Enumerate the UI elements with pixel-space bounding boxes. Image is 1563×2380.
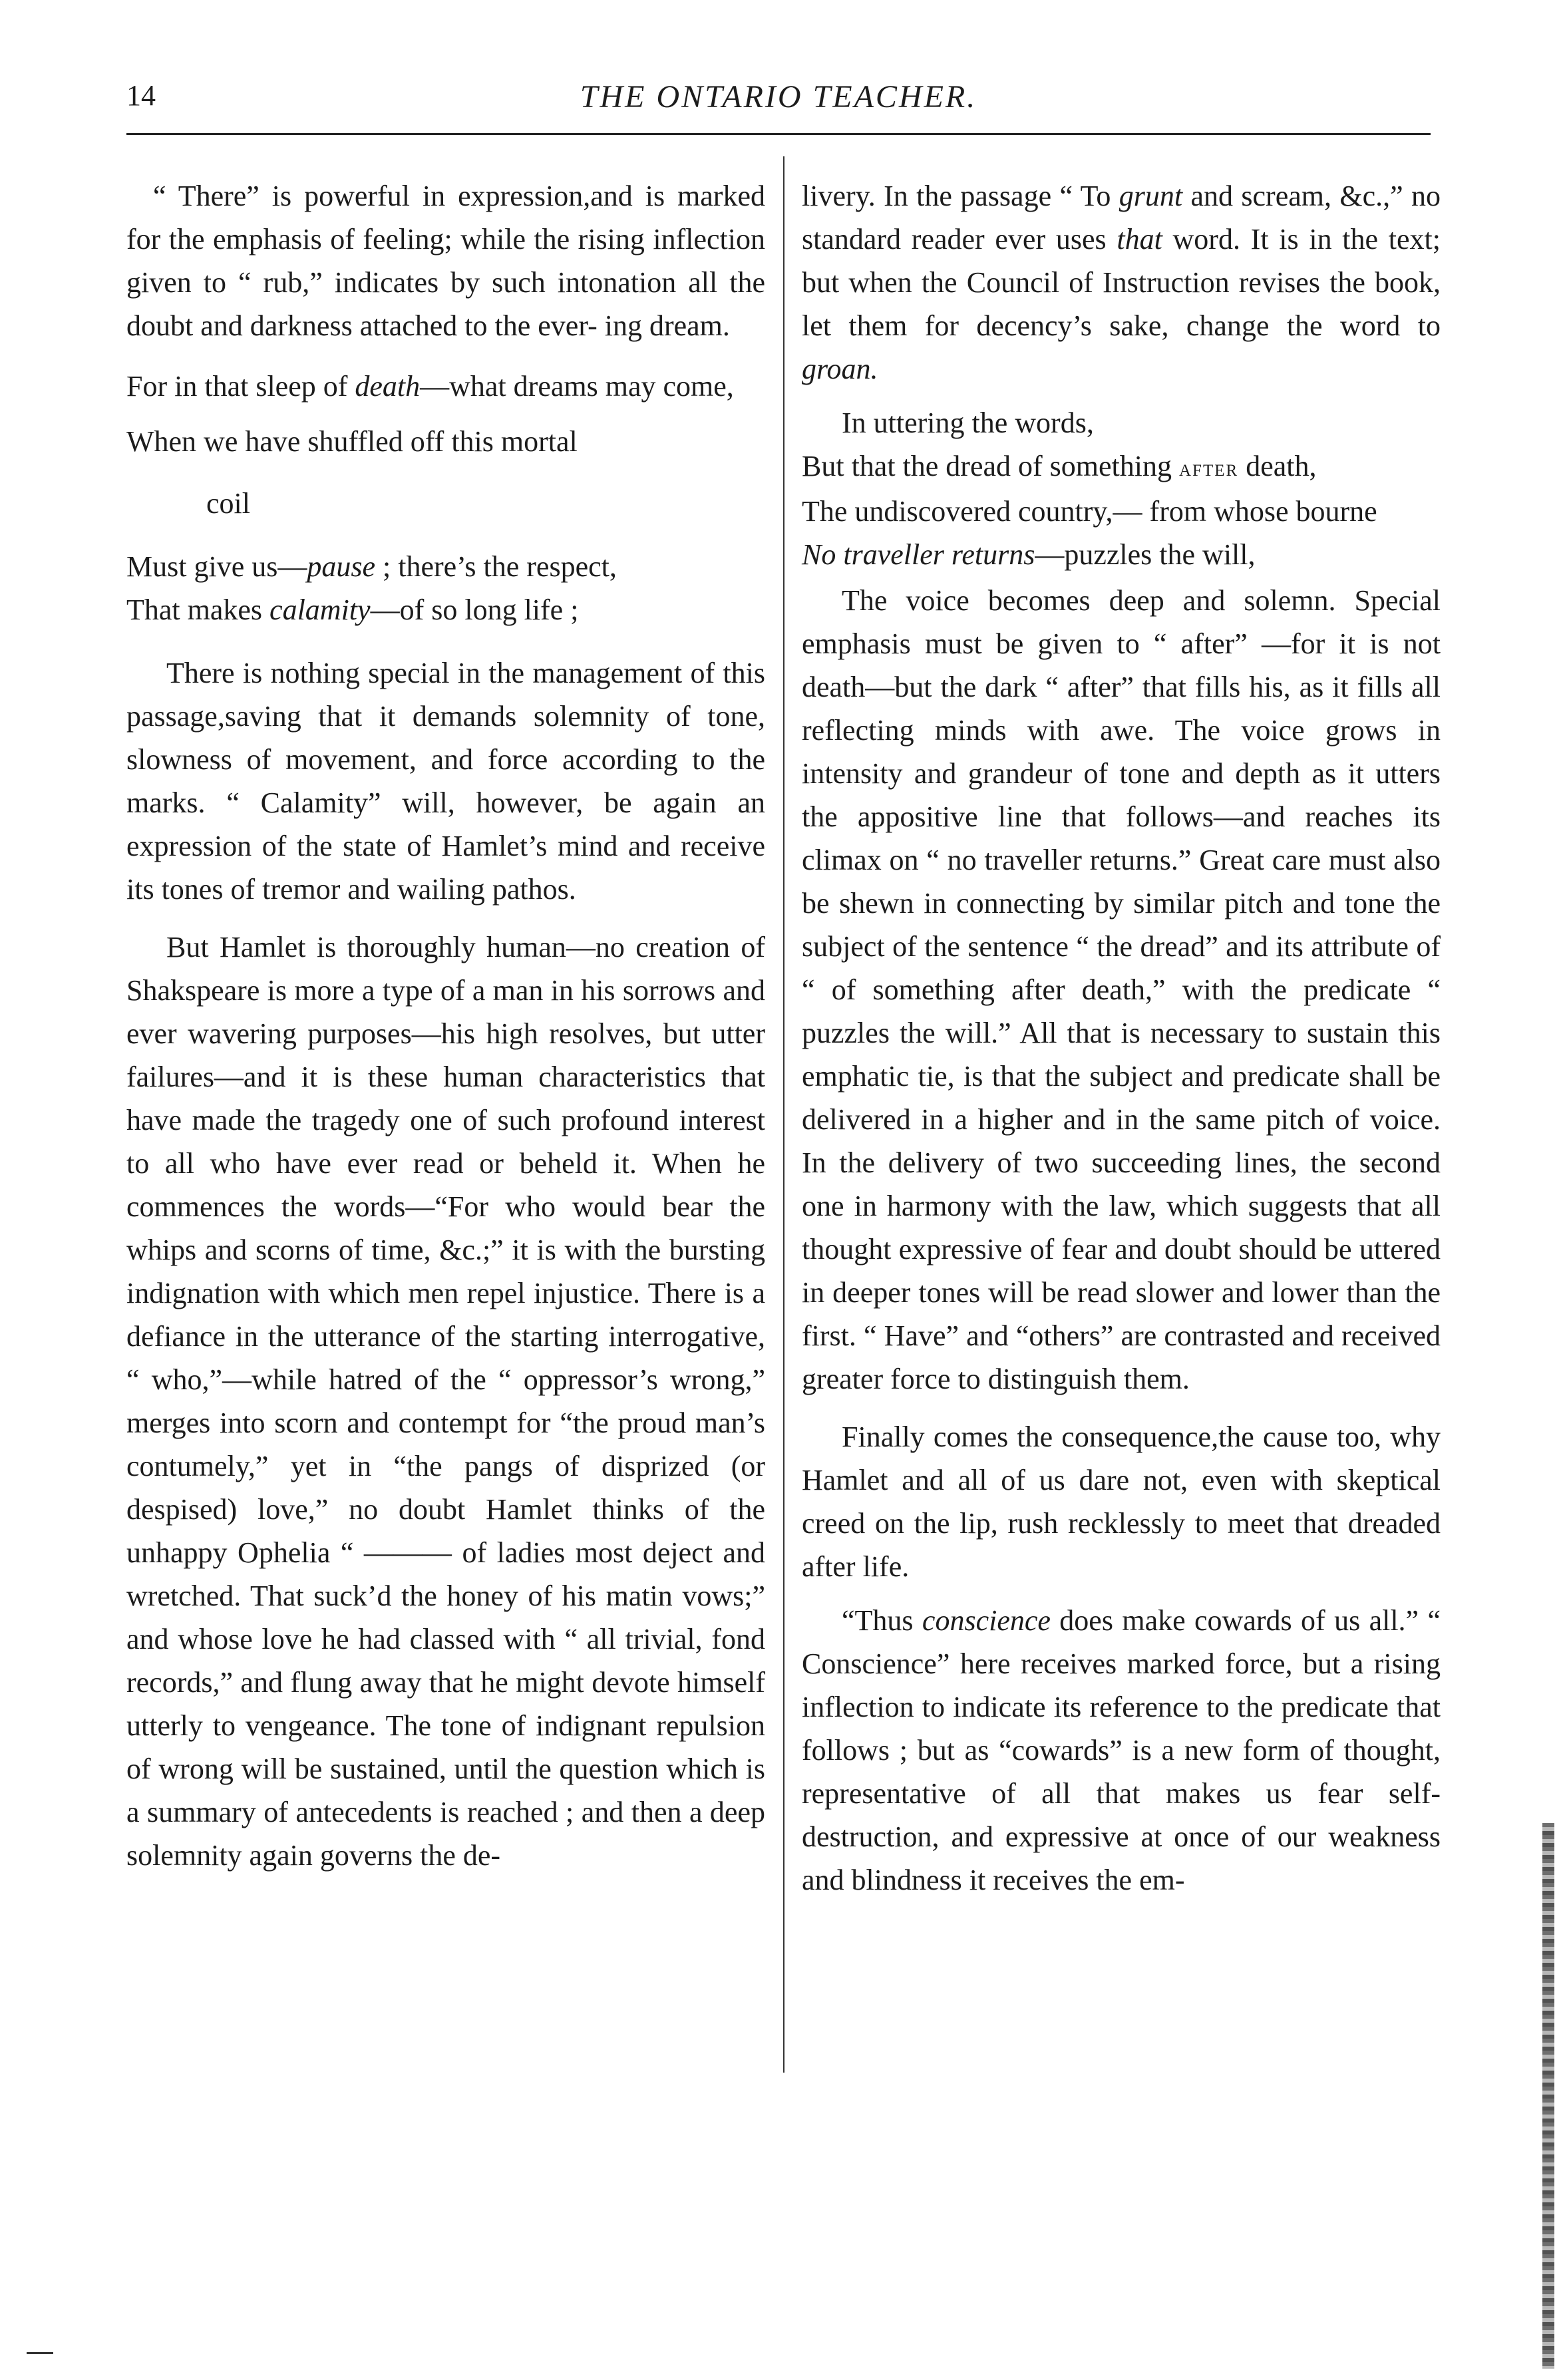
paragraph: The voice becomes deep and solemn. Special emphasis must be given to “ after” —for it is not death—but the dark “ after” that fills his, as it fills all reflecting minds with awe. The voice grows in intensity and grandeur of tone and depth as it utters the appositive line that follows—and reaches its climax on “ no traveller returns.” Great care must also be shewn in connecting by similar pitch and tone the subject of the sentence “ the dread” and its attribute of “ of something after death,” with the predicate “ puzzles the will.” All that is necessary to sustain this emphatic tie, is that the subject and predicate shall be delivered in a higher and in the same pitch of voice. In the delivery of two succeeding lines, the second one in harmony with the law, which suggests that all thought expressive of fear and doubt should be uttered in deeper tones will be read slower and lower than the first. “ Have” and “others” are contrasted and received greater force to distinguish them.	[802, 584, 1441, 1395]
text-run: does make cowards of us all.” “ Conscience” here receives marked force, but a rising inflection to indicate its reference to the predicate that follows ; but as “cowards” is a new form of thought, representative of all that makes us fear self-destruction, and expressive at once of our weakness and blindness it receives the em-	[802, 1604, 1441, 1896]
emphasis-word: No traveller returns	[802, 538, 1035, 571]
header-rule	[126, 133, 1431, 135]
emphasis-word: death	[355, 370, 421, 403]
emphasis-word: grunt	[1119, 180, 1183, 212]
verse-text: ; there’s the respect,	[375, 550, 617, 583]
verse-line: coil	[206, 487, 250, 520]
text-run: word. It is in the text; but when the Council of Instruction revises the book, let them for decency’s sake, change the word to	[802, 223, 1441, 342]
left-column	[126, 174, 765, 1888]
page-number: 14	[126, 79, 156, 112]
verse-quote	[126, 545, 765, 631]
verse-text: That makes	[126, 594, 270, 626]
emphasis-word: that	[1117, 223, 1162, 255]
verse-line	[802, 533, 1441, 576]
emphasis-word: groan.	[802, 353, 878, 385]
verse-text: —what dreams may come,	[420, 370, 734, 403]
verse-text: Must give us—	[126, 550, 307, 583]
verse-quote	[802, 444, 1441, 576]
paragraph: There is nothing special in the management of this passage,saving that it demands solemnity of tone, slowness of movement, and force according to the marks. “ Calamity” will, however, be again an expression of the state of Hamlet’s mind and receive its tones of tremor and wailing pathos.	[126, 657, 765, 906]
paragraph	[802, 174, 1441, 391]
verse-line	[126, 365, 765, 408]
paragraph: Finally comes the consequence,the cause too, why Hamlet and all of us dare not, even with skeptical creed on the lip, rush recklessly to meet that dreaded after life.	[802, 1421, 1441, 1583]
verse-text: —of so long life ;	[370, 594, 579, 626]
emphasis-word: conscience	[922, 1604, 1051, 1637]
paragraph: “ There” is powerful in expression,and is marked for the emphasis of feeling; while the rising inflection given to “ rub,” indicates by such intonation all the doubt and darkness attached to the ever- ing dream.	[126, 180, 765, 342]
verse-text: But that the dread of something	[802, 450, 1179, 482]
verse-line: When we have shuffled off this mortal	[126, 425, 578, 458]
right-column	[802, 174, 1441, 1912]
paragraph	[802, 1599, 1441, 1902]
journal-title: THE ONTARIO TEACHER.	[580, 79, 977, 114]
verse-line: The undiscovered country,— from whose bourne	[802, 495, 1377, 528]
emphasis-word: calamity	[269, 594, 371, 626]
verse-text: —puzzles the will,	[1035, 538, 1256, 571]
text-run: and scream, &c.,” no standard reader ever uses	[802, 180, 1441, 255]
text-run: “Thus	[842, 1604, 922, 1637]
verse-text: For in that sleep of	[126, 370, 355, 403]
verse-quote	[126, 365, 765, 525]
verse-text: death,	[1238, 450, 1317, 482]
binding-edge-strip	[1542, 1823, 1554, 2369]
page-header	[126, 79, 1431, 118]
margin-mark	[27, 2352, 53, 2354]
column-divider	[783, 156, 784, 2073]
verse-line	[802, 444, 1441, 490]
verse-line	[126, 545, 765, 588]
emphasis-word: after	[1179, 454, 1239, 481]
text-run: livery. In the passage “ To	[802, 180, 1119, 212]
verse-line	[126, 588, 765, 631]
paragraph: In uttering the words,	[842, 407, 1094, 439]
paragraph: But Hamlet is thoroughly human—no creation of Shakspeare is more a type of a man in his sorrows and ever wavering purposes—his high resolves, but utter failures—and it is these human characteristics that have made the tragedy one of such profound interest to all who have ever read or beheld it. When he commences the words—“For who would bear the whips and scorns of time, &c.;” it is with the bursting indignation with which men repel injustice. There is a defiance in the utterance of the starting interrogative, “ who,”—while hatred of the “ oppressor’s wrong,” merges into scorn and contempt for “the proud man’s contumely,” yet in “the pangs of disprized (or despised) love,” no doubt Hamlet thinks of the unhappy Ophelia “ ——— of ladies most deject and wretched. That suck’d the honey of his matin vows;” and whose love he had classed with “ all trivial, fond records,” and flung away that he might devote himself utterly to vengeance. The tone of indignant repulsion of wrong will be sustained, until the question which is a summary of antecedents is reached ; and then a deep solemnity again governs the de-	[126, 931, 765, 1872]
emphasis-word: pause	[307, 550, 376, 583]
